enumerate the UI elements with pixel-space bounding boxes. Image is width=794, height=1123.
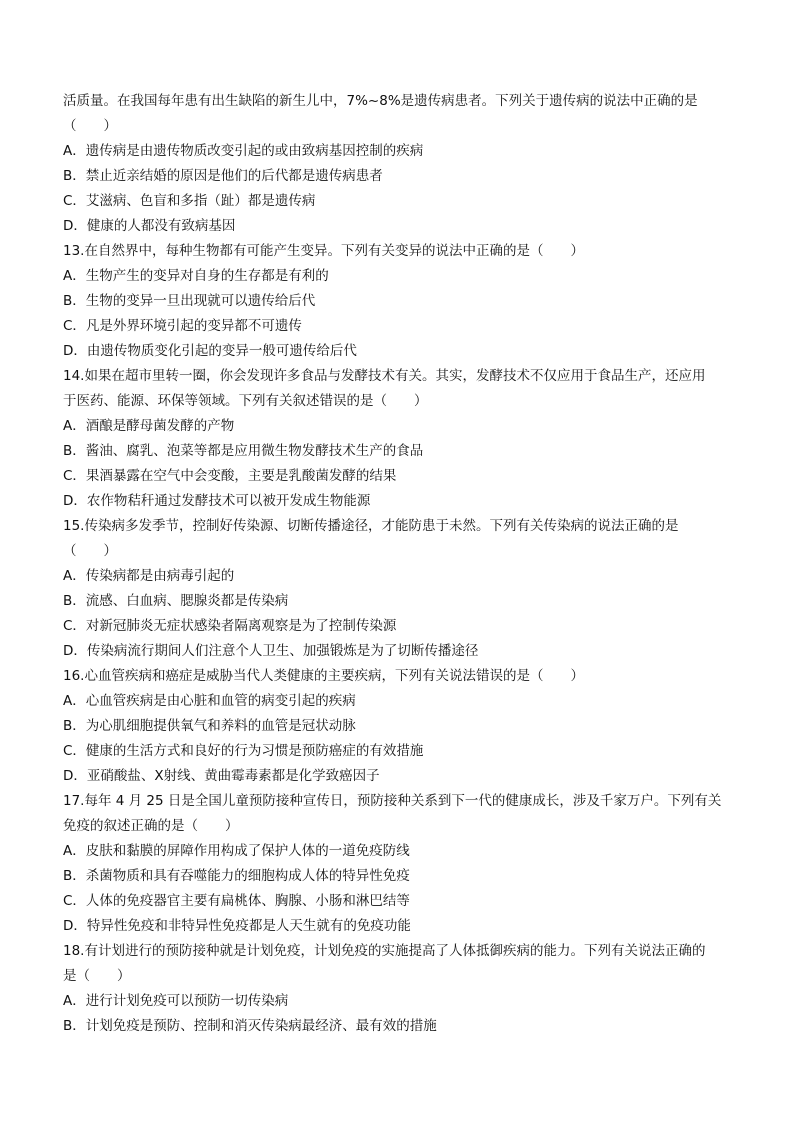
q13-option-d: D．由遗传物质变化引起的变异一般可遗传给后代 [63, 343, 357, 359]
q15-option-c: C．对新冠肺炎无症状感染者隔离观察是为了控制传染源 [63, 618, 397, 634]
q14-option-a: A．酒酿是酵母菌发酵的产物 [63, 418, 235, 434]
q17-stem-line-2: 免疫的叙述正确的是（ ） [63, 818, 239, 834]
q17-stem-line-1: 17.每年 4 月 25 日是全国儿童预防接种宣传日，预防接种关系到下一代的健康成长，涉及千家万户。下列有关 [63, 793, 722, 809]
q13-stem: 13.在自然界中，每种生物都有可能产生变异。下列有关变异的说法中正确的是（ ） [63, 243, 584, 259]
q14-option-c: C．果酒暴露在空气中会变酸，主要是乳酸菌发酵的结果 [63, 468, 397, 484]
q17-option-b: B．杀菌物质和具有吞噬能力的细胞构成人体的特异性免疫 [63, 868, 410, 884]
q16-option-d: D．亚硝酸盐、X射线、黄曲霉毒素都是化学致癌因子 [63, 768, 380, 784]
q15-stem-line-1: 15.传染病多发季节，控制好传染源、切断传播途径，才能防患于未然。下列有关传染病的说法正确的是 [63, 518, 679, 534]
q12-stem-line-3: （ ） [63, 118, 117, 134]
exam-page [63, 89, 743, 1039]
q17-option-d: D．特异性免疫和非特异性免疫都是人天生就有的免疫功能 [63, 918, 411, 934]
q12-stem-line-2: 活质量。在我国每年患有出生缺陷的新生儿中，7%~8%是遗传病患者。下列关于遗传病的说法中正确的是 [63, 93, 698, 109]
q15-option-d: D．传染病流行期间人们注意个人卫生、加强锻炼是为了切断传播途径 [63, 643, 479, 659]
q17-option-c: C．人体的免疫器官主要有扁桃体、胸腺、小肠和淋巴结等 [63, 893, 410, 909]
q16-option-c: C．健康的生活方式和良好的行为习惯是预防癌症的有效措施 [63, 743, 424, 759]
q15-stem-line-2: （ ） [63, 543, 117, 559]
q12-option-c: C．艾滋病、色盲和多指（趾）都是遗传病 [63, 193, 316, 209]
q15-option-a: A．传染病都是由病毒引起的 [63, 568, 235, 584]
q18-option-b: B．计划免疫是预防、控制和消灭传染病最经济、最有效的措施 [63, 1018, 437, 1034]
q18-option-a: A．进行计划免疫可以预防一切传染病 [63, 993, 289, 1009]
q12-option-b: B．禁止近亲结婚的原因是他们的后代都是遗传病患者 [63, 168, 383, 184]
q12-option-a: A．遗传病是由遗传物质改变引起的或由致病基因控制的疾病 [63, 143, 424, 159]
q13-option-b: B．生物的变异一旦出现就可以遗传给后代 [63, 293, 316, 309]
q16-stem: 16.心血管疾病和癌症是威胁当代人类健康的主要疾病，下列有关说法错误的是（ ） [63, 668, 584, 684]
q14-stem-line-2: 于医药、能源、环保等领域。下列有关叙述错误的是（ ） [63, 393, 428, 409]
q17-option-a: A．皮肤和黏膜的屏障作用构成了保护人体的一道免疫防线 [63, 843, 410, 859]
q18-stem-line-1: 18.有计划进行的预防接种就是计划免疫，计划免疫的实施提高了人体抵御疾病的能力。下列有关说法正确的 [63, 943, 706, 959]
q14-stem-line-1: 14.如果在超市里转一圈，你会发现许多食品与发酵技术有关。其实，发酵技术不仅应用于食品生产，还应用 [63, 368, 706, 384]
q18-stem-line-2: 是（ ） [63, 968, 131, 984]
q14-option-d: D．农作物秸秆通过发酵技术可以被开发成生物能源 [63, 493, 371, 509]
q13-option-c: C．凡是外界环境引起的变异都不可遗传 [63, 318, 302, 334]
q15-option-b: B．流感、白血病、腮腺炎都是传染病 [63, 593, 289, 609]
q16-option-b: B．为心肌细胞提供氧气和养料的血管是冠状动脉 [63, 718, 356, 734]
q16-option-a: A．心血管疾病是由心脏和血管的病变引起的疾病 [63, 693, 356, 709]
q13-option-a: A．生物产生的变异对自身的生存都是有利的 [63, 268, 329, 284]
q12-option-d: D．健康的人都没有致病基因 [63, 218, 236, 234]
q14-option-b: B．酱油、腐乳、泡菜等都是应用微生物发酵技术生产的食品 [63, 443, 424, 459]
